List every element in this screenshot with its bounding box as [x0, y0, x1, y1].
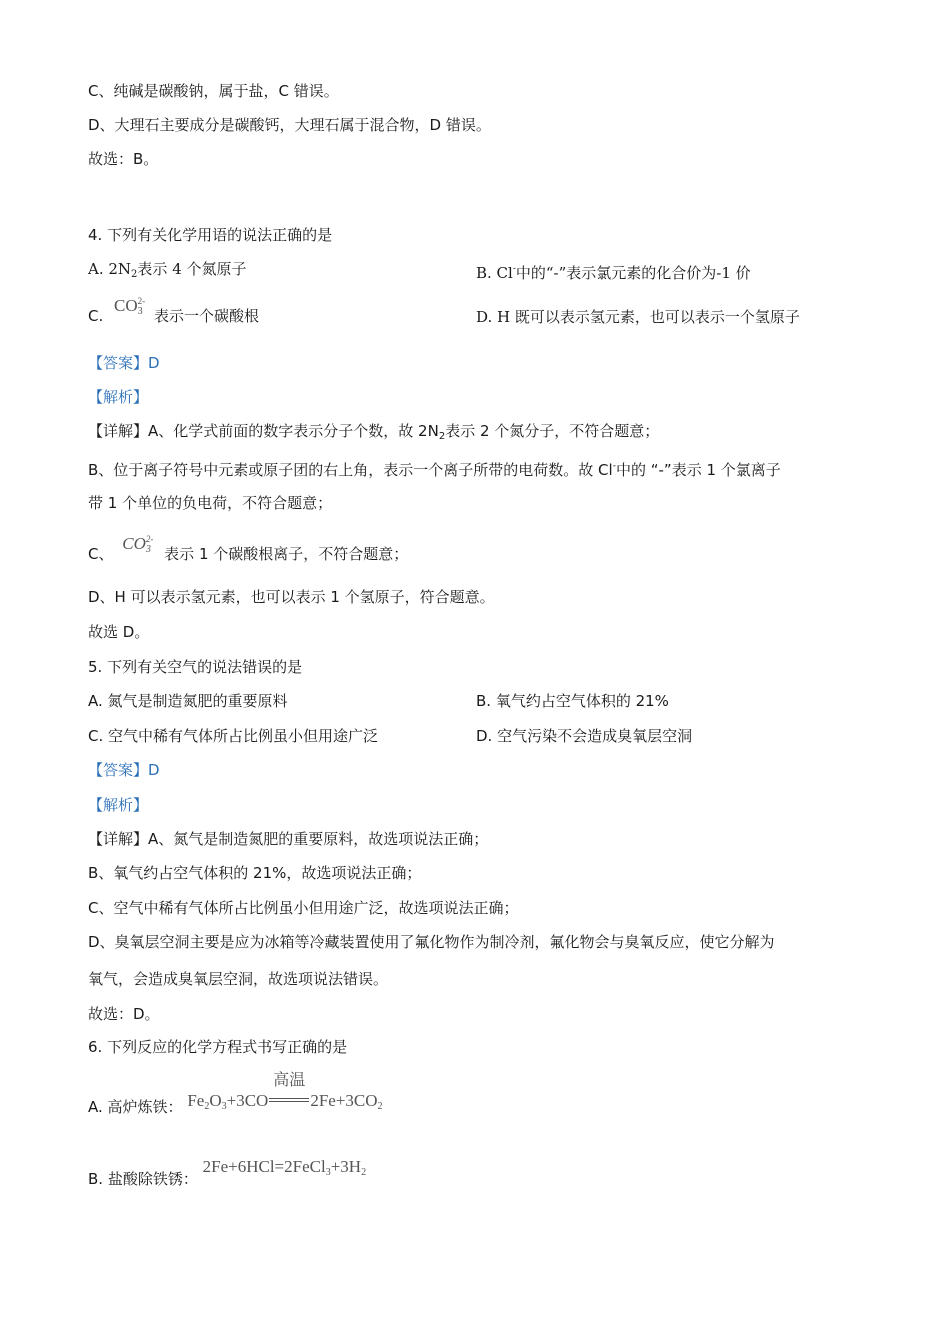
q4-option-a: A. $2N_2$表示 4 个氮原子	[88, 260, 247, 280]
equation-a: $Fe_2O_3+3CO$ 高温 $2Fe+3CO_2$	[187, 1072, 383, 1112]
carbonate-formula-italic: $CO_3^{2-}$	[122, 534, 154, 555]
q6-option-a: A. 高炉炼铁： $Fe_2O_3+3CO$ 高温 $2Fe+3CO_2$	[88, 1072, 383, 1116]
q5-detail-d-line2: 氧气，会造成臭氧层空洞，故选项说法错误。	[88, 970, 389, 988]
q4-option-c: C. $CO_3^{2-}$ 表示一个碳酸根	[88, 296, 259, 325]
q4-detail-c: C、 $CO_3^{2-}$ 表示 1 个碳酸根离子，不符合题意；	[88, 534, 409, 563]
q4-option-b: B. Cl-中的“-”表示氯元素的化合价为-1 价	[476, 264, 751, 282]
q5-option-b: B. 氧气约占空气体积的 21%	[476, 692, 669, 710]
q6-stem: 6. 下列反应的化学方程式书写正确的是	[88, 1038, 348, 1056]
q4-detail-a: 【详解】A、化学式前面的数字表示分子个数，故 $2N_2$表示 2 个氮分子，不符合题意；	[88, 422, 660, 442]
q5-detail-a: 【详解】A、氮气是制造氮肥的重要原料，故选项说法正确；	[88, 830, 489, 848]
q5-choice: 故选：D。	[88, 1005, 160, 1023]
q4-analysis-label: 【解析】	[88, 388, 149, 406]
reaction-condition: 高温	[268, 1090, 310, 1112]
q3-explanation-c: C、纯碱是碳酸钠，属于盐，C 错误。	[88, 82, 339, 100]
q4-choice: 故选 D。	[88, 623, 150, 641]
q5-detail-d-line1: D、臭氧层空洞主要是应为冰箱等冷藏装置使用了氟化物作为制冷剂，氟化物会与臭氧反应，使它分解为	[88, 933, 775, 951]
q3-choice: 故选：B。	[88, 150, 159, 168]
carbonate-formula: $CO_3^{2-}$	[114, 296, 146, 317]
q4-option-d: D. H 既可以表示氢元素，也可以表示一个氢原子	[476, 308, 800, 326]
q4-detail-b-line1: B、位于离子符号中元素或原子团的右上角，表示一个离子所带的电荷数。故 Cl-中的 “-”表示 1 个氯离子	[88, 461, 781, 479]
q5-detail-b: B、氧气约占空气体积的 21%，故选项说法正确；	[88, 864, 422, 882]
q5-stem: 5. 下列有关空气的说法错误的是	[88, 658, 303, 676]
equation-b: $2Fe+6HCl=2FeCl_3+3H_2$	[202, 1157, 367, 1178]
q5-detail-c: C、空气中稀有气体所占比例虽小但用途广泛，故选项说法正确；	[88, 899, 519, 917]
q3-explanation-d: D、大理石主要成分是碳酸钙，大理石属于混合物，D 错误。	[88, 116, 491, 134]
q4-detail-b-line2: 带 1 个单位的负电荷，不符合题意；	[88, 494, 333, 512]
q5-option-a: A. 氮气是制造氮肥的重要原料	[88, 692, 288, 710]
q4-answer: 【答案】D	[88, 354, 160, 372]
q4-detail-d: D、H 可以表示氢元素，也可以表示 1 个氢原子，符合题意。	[88, 588, 495, 606]
q5-analysis-label: 【解析】	[88, 796, 149, 814]
q6-option-b: B. 盐酸除铁锈： $2Fe+6HCl=2FeCl_3+3H_2$	[88, 1157, 367, 1188]
q5-answer: 【答案】D	[88, 761, 160, 779]
q5-option-c: C. 空气中稀有气体所占比例虽小但用途广泛	[88, 727, 379, 745]
q4-stem: 4. 下列有关化学用语的说法正确的是	[88, 226, 333, 244]
q5-option-d: D. 空气污染不会造成臭氧层空洞	[476, 727, 693, 745]
